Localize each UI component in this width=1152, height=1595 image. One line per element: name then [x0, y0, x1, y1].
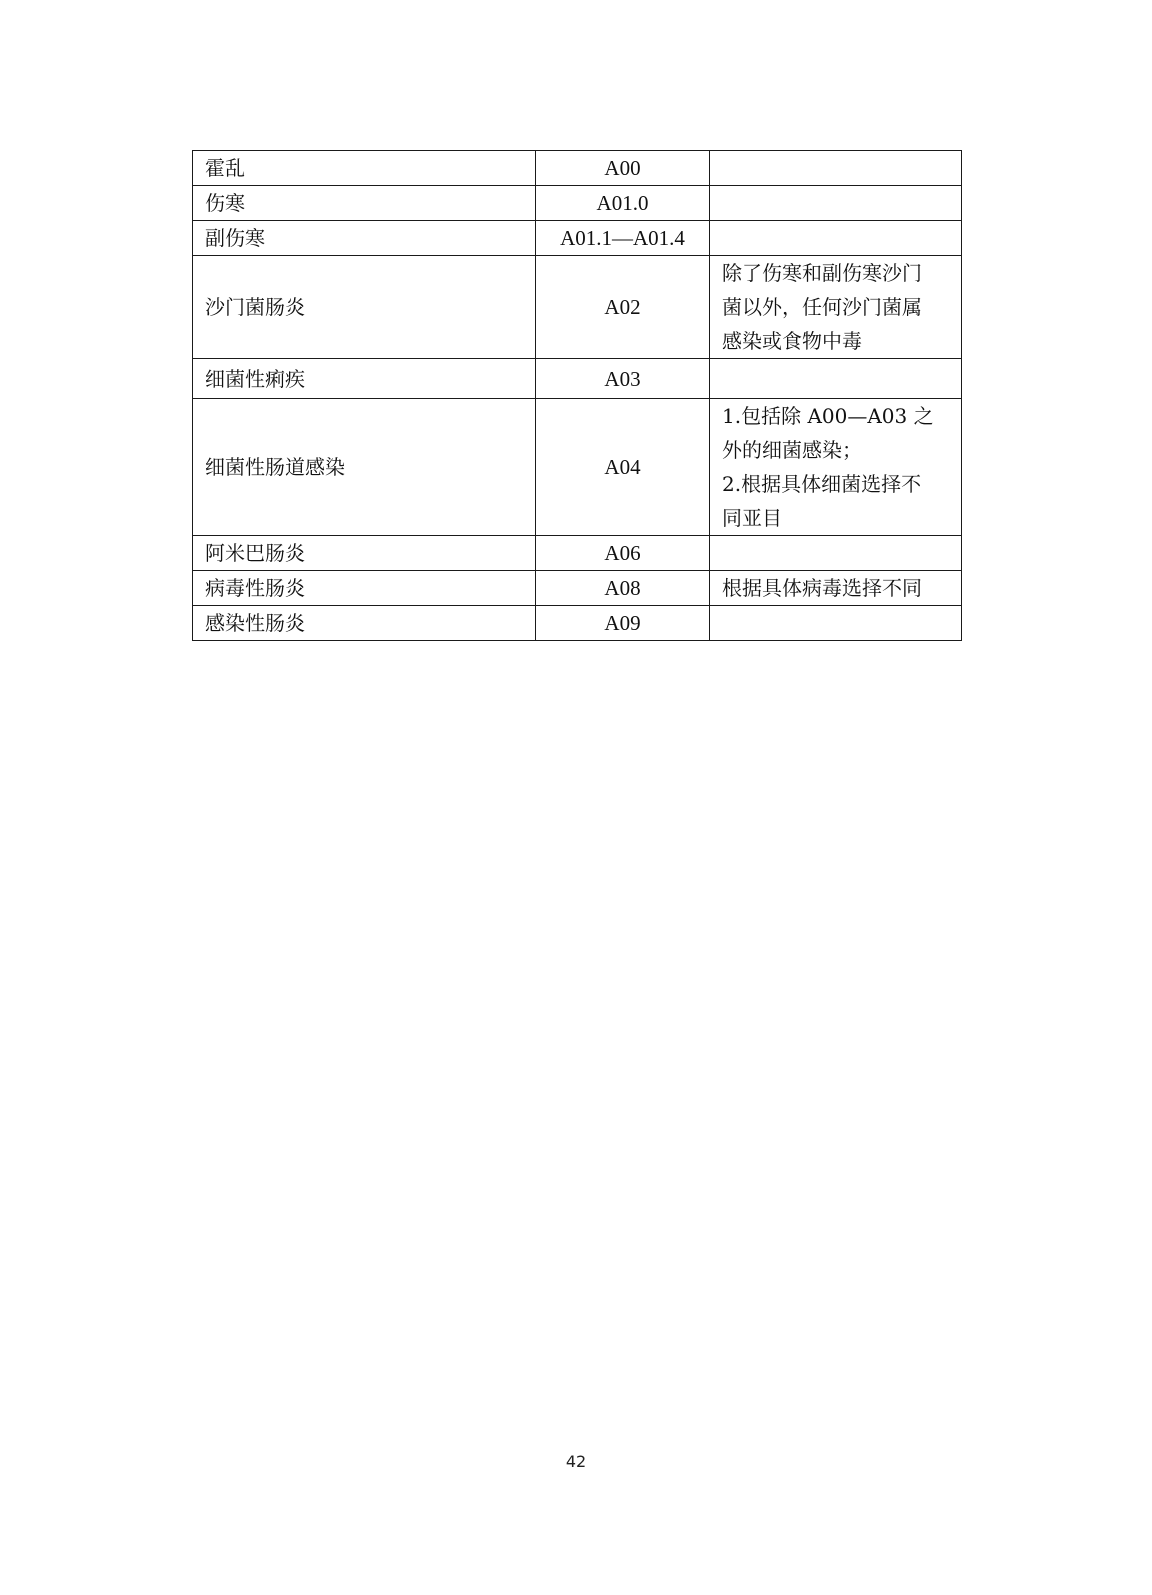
disease-code-table	[192, 150, 962, 641]
disease-code-cell: A09	[536, 606, 710, 641]
note-cell: 1.包括除 A00—A03 之 外的细菌感染； 2.根据具体细菌选择不 同亚目	[710, 399, 962, 536]
disease-code-cell: A06	[536, 536, 710, 571]
note-cell	[710, 359, 962, 399]
table-row	[193, 256, 962, 359]
disease-name-cell: 霍乱	[193, 151, 536, 186]
note-cell: 根据具体病毒选择不同	[710, 571, 962, 606]
disease-code-cell: A00	[536, 151, 710, 186]
note-cell	[710, 151, 962, 186]
disease-name-cell: 病毒性肠炎	[193, 571, 536, 606]
page-number: 42	[565, 1452, 587, 1471]
table-row	[193, 571, 962, 606]
table-row	[193, 221, 962, 256]
disease-name-cell: 细菌性肠道感染	[193, 399, 536, 536]
disease-name-cell: 沙门菌肠炎	[193, 256, 536, 359]
note-cell: 除了伤寒和副伤寒沙门 菌以外，任何沙门菌属 感染或食物中毒	[710, 256, 962, 359]
note-cell	[710, 536, 962, 571]
disease-code-cell: A03	[536, 359, 710, 399]
note-cell	[710, 606, 962, 641]
disease-code-cell: A04	[536, 399, 710, 536]
disease-name-cell: 伤寒	[193, 186, 536, 221]
disease-code-cell: A01.1—A01.4	[536, 221, 710, 256]
note-cell	[710, 186, 962, 221]
disease-code-cell: A08	[536, 571, 710, 606]
disease-name-cell: 阿米巴肠炎	[193, 536, 536, 571]
disease-name-cell: 副伤寒	[193, 221, 536, 256]
table-row	[193, 359, 962, 399]
disease-name-cell: 感染性肠炎	[193, 606, 536, 641]
table-row	[193, 186, 962, 221]
table-row	[193, 536, 962, 571]
disease-name-cell: 细菌性痢疾	[193, 359, 536, 399]
table-row	[193, 151, 962, 186]
table-row	[193, 606, 962, 641]
disease-code-cell: A01.0	[536, 186, 710, 221]
disease-code-cell: A02	[536, 256, 710, 359]
note-cell	[710, 221, 962, 256]
table-row	[193, 399, 962, 536]
